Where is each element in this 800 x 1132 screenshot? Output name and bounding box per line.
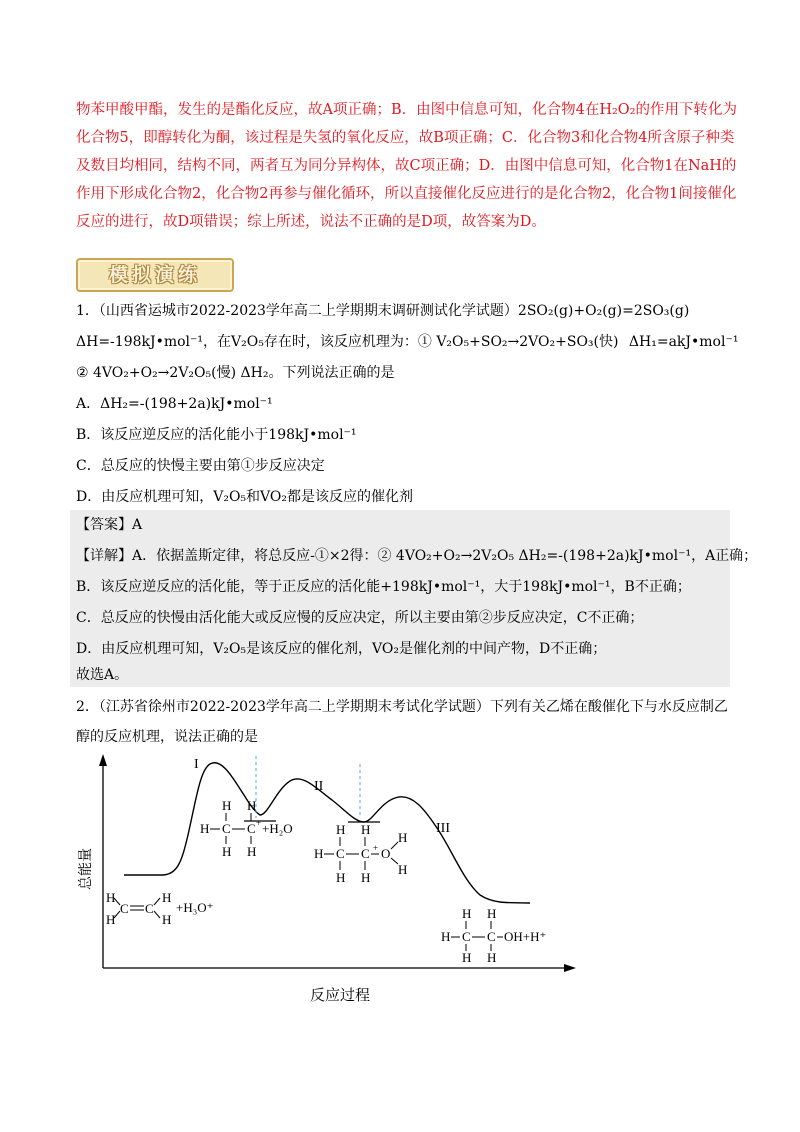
q1-option-c: C．总反应的快慢主要由第①步反应决定 [76, 458, 325, 474]
q1-detail-c: C．总反应的快慢由活化能大或反应慢的反应决定，所以主要由第②步反应决定，C不正确； [76, 610, 644, 626]
answer-line: 反应的进行，故D项错误；综上所述，说法不正确的是D项，故答案为D。 [76, 214, 546, 230]
intermediate2-structure [314, 822, 407, 885]
stage-label-3: III [436, 821, 450, 836]
atom-h: H [361, 822, 371, 837]
q1-equation: 2SO₂(g)+O₂(g)=2SO₃(g) [517, 303, 690, 319]
section-banner-text: 模拟演练 [108, 264, 201, 286]
q1-dh-total: ΔH=-198kJ•mol⁻¹，在V₂O₅存在时，该反应机理为：① [76, 334, 432, 350]
oxonium-plus: + [373, 843, 379, 853]
carbocation-plus: + [256, 818, 262, 828]
atom-h: H [336, 822, 346, 837]
atom-h: H [162, 890, 172, 905]
atom-c: C [462, 929, 471, 944]
atom-c: C [336, 846, 345, 861]
product-structure [441, 906, 546, 965]
stage-label-1: I [194, 757, 199, 772]
q1-source: （山西省运城市2022-2023学年高二上学期期末调研测试化学试题） [98, 303, 518, 319]
y-axis-label: 总能量 [79, 848, 94, 890]
atom-h: H [247, 844, 257, 859]
atom-c: C [120, 901, 129, 916]
q2-line1: 2．（江苏省徐州市2022-2023学年高二上学期期末考试化学试题）下列有关乙烯在酸催化下与水反应制乙 [76, 699, 728, 715]
atom-c: C [222, 821, 231, 836]
atom-h: H [314, 846, 324, 861]
atom-h: H [487, 950, 497, 965]
atom-h: H [200, 821, 210, 836]
atom-c: C [361, 846, 370, 861]
q1-option-a: A．ΔH₂=-(198+2a)kJ•mol⁻¹ [76, 396, 273, 412]
reactant-structure [106, 890, 214, 927]
atom-h: H [106, 912, 116, 927]
q1-conclusion: 故选A。 [76, 667, 129, 683]
answer-line: 化合物5，即醇转化为酮，该过程是失氢的氧化反应，故B项正确；C．化合物3和化合物4所含原子种类 [76, 130, 735, 146]
product-tail: OH+H⁺ [504, 929, 547, 944]
q1-number: 1． [76, 303, 99, 319]
q1-detail-a: 【详解】A．依据盖斯定律，将总反应-①×2得：② 4VO₂+O₂→2V₂O₅ ΔH₂=-(198+2a)kJ•mol⁻¹，A正确； [76, 548, 758, 564]
x-axis-arrow [564, 964, 576, 972]
q1-detail-b: B．该反应逆反应的活化能，等于正反应的活化能+198kJ•mol⁻¹，大于198kJ•mol⁻¹，B不正确； [76, 579, 691, 595]
atom-h: H [336, 870, 346, 885]
q1-option-b: B．该反应逆反应的活化能小于198kJ•mol⁻¹ [76, 427, 357, 443]
answer-line: 物苯甲酸甲酯，发生的是酯化反应，故A项正确；B．由图中信息可知，化合物4在H₂O₂的作用下转化为 [76, 102, 738, 118]
x-axis-label: 反应过程 [310, 988, 371, 1004]
q1-step1: V₂O₅+SO₂→2VO₂+SO₃(快) [436, 334, 619, 350]
atom-h: H [162, 912, 172, 927]
atom-h: H [462, 950, 472, 965]
atom-c: C [247, 821, 256, 836]
atom-h: H [222, 844, 232, 859]
reactant-tail: +H₃O⁺ [176, 900, 214, 915]
q1-line3: ② 4VO₂+O₂→2V₂O₅(慢) ΔH₂。下列说法正确的是 [76, 365, 395, 381]
atom-h: H [247, 798, 257, 813]
atom-o: O [381, 846, 391, 861]
atom-h: H [361, 870, 371, 885]
int1-tail: +H₂O [262, 821, 293, 836]
atom-h: H [222, 798, 232, 813]
atom-h: H [106, 890, 116, 905]
q2-line2: 醇的反应机理，说法正确的是 [76, 729, 258, 745]
atom-h: H [462, 906, 472, 921]
answer-line: 作用下形成化合物2，化合物2再参与催化循环，所以直接催化反应进行的是化合物2，化合物1间接催化 [76, 186, 737, 202]
stage-label-2: II [314, 779, 324, 794]
intermediate1-structure [200, 798, 293, 859]
q1-detail-d: D．由反应机理可知，V₂O₅是该反应的催化剂，VO₂是催化剂的中间产物，D不正确； [76, 641, 607, 657]
atom-h: H [398, 862, 408, 877]
answer-line: 及数目均相同，结构不同，两者互为同分异构体，故C项正确；D．由图中信息可知，化合物1在NaH的 [76, 158, 737, 174]
q1-option-d: D．由反应机理可知，V₂O₅和VO₂都是该反应的催化剂 [76, 489, 413, 505]
atom-c: C [145, 901, 154, 916]
q1-answer: 【答案】A [76, 517, 143, 533]
atom-h: H [398, 830, 408, 845]
y-axis-arrow [99, 754, 107, 766]
atom-h: H [441, 929, 451, 944]
energy-curve [124, 763, 530, 903]
atom-h: H [487, 906, 497, 921]
atom-c: C [487, 929, 496, 944]
q1-dh1: ΔH₁=akJ•mol⁻¹ [628, 334, 739, 350]
